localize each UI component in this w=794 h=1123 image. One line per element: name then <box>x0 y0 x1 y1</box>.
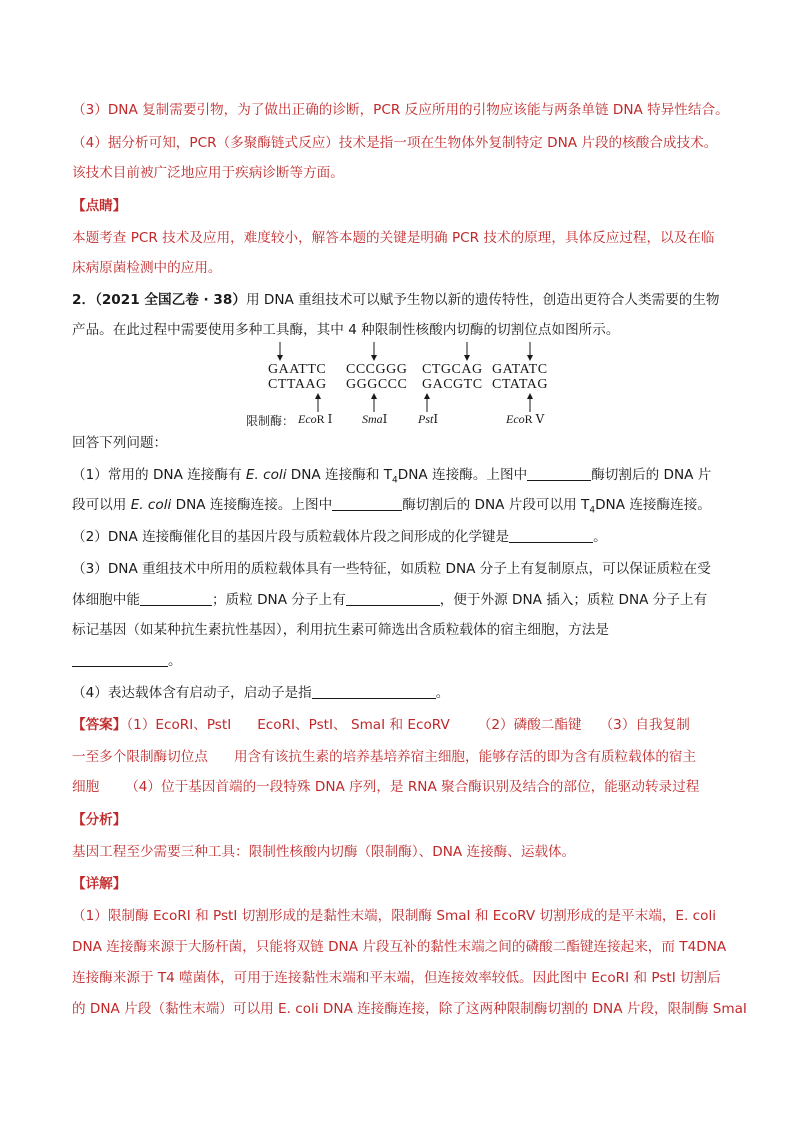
enzyme-ecorv-italic: Eco <box>506 412 525 426</box>
seq-top-ecorv: GATATC <box>492 362 548 377</box>
question-2-text-a: 用 DNA 重组技术可以赋予生物以新的遗传特性，创造出更符合人类需要的生物 <box>245 292 720 308</box>
question-number: 2．（2021 全国乙卷 · 38） <box>72 292 246 308</box>
p3b-text-3: ，便于外源 DNA 插入；质粒 DNA 分子上有 <box>439 592 708 608</box>
p3d-text: 。 <box>168 653 182 669</box>
enzyme-smai <box>362 412 387 427</box>
line-detail-1 <box>72 906 716 926</box>
blank-3-3[interactable] <box>72 652 168 667</box>
seq-top-ecori: GAATTC <box>268 362 327 377</box>
blank-3-1[interactable] <box>140 591 212 606</box>
dianjing-2-text: 床病原菌检测中的应用。 <box>72 260 222 276</box>
answer-6: 用含有该抗生素的培养基培养宿主细胞，能够存活的即为含有质粒载体的宿主 <box>233 749 697 765</box>
part-1-line-2 <box>72 495 711 521</box>
p2-text-1: （2）DNA 连接酶催化目的基因片段与质粒载体片段之间形成的化学键是 <box>72 529 510 545</box>
answer-line-1 <box>72 715 690 735</box>
p2-text-2: 。 <box>593 529 607 545</box>
line-explain-3 <box>72 100 729 120</box>
xiangjie-label: 【详解】 <box>72 876 127 892</box>
line-explain-4 <box>72 133 717 153</box>
heading-dianjing <box>72 196 126 216</box>
enzyme-ecori-italic: Eco <box>298 412 317 426</box>
line-explain-4-cont <box>72 163 344 183</box>
enzyme-ecorv <box>506 412 544 427</box>
p3b-text-1: 体细胞中能 <box>72 592 140 608</box>
p1b-sub: 4 <box>589 505 596 516</box>
answer-5: 一至多个限制酶切位点 <box>72 749 208 765</box>
p3b-text-2: ；质粒 DNA 分子上有 <box>211 592 346 608</box>
heading-xiangjie <box>72 874 126 894</box>
line-fenxi <box>72 842 575 862</box>
line-detail-2 <box>72 937 726 957</box>
explain-4-text: （4）据分析可知，PCR（多聚酶链式反应）技术是指一项在生物体外复制特定 DNA 片段的核酸合成技术。 <box>72 135 718 151</box>
fenxi-label: 【分析】 <box>72 812 127 828</box>
enzyme-psti <box>418 412 438 427</box>
part-3-line-2 <box>72 590 707 610</box>
p3c-text: 标记基因（如某种抗生素抗性基因），利用抗生素可筛选出含质粒载体的宿主细胞，方法是 <box>72 622 609 638</box>
p4-text-2: 。 <box>435 685 450 701</box>
seq-bottom-psti: GACGTC <box>422 377 483 392</box>
p4-text-1: （4）表达载体含有启动子，启动子是指 <box>72 685 312 701</box>
blank-2[interactable] <box>509 528 593 543</box>
answer-2: EcoRI、PstI、 SmaI 和 EcoRV <box>257 717 450 733</box>
enzyme-psti-italic: Pst <box>418 412 434 426</box>
p1b-ecoli: E. coli <box>130 497 172 513</box>
answer-line-2 <box>72 747 696 767</box>
line-dianjing-2 <box>72 258 222 278</box>
answer-label: 【答案】 <box>72 717 127 733</box>
answer-8: （4）位于基因首端的一段特殊 DNA 序列，是 RNA 聚合酶识别及结合的部位，能驱动转录过程 <box>125 779 700 795</box>
seq-bottom-ecori: CTTAAG <box>268 377 327 392</box>
enzyme-ecorv-rest: R Ⅴ <box>524 412 545 426</box>
p3a-text: （3）DNA 重组技术中所用的质粒载体具有一些特征，如质粒 DNA 分子上有复制原点，可以保证质粒在受 <box>72 561 711 577</box>
enzyme-ecori <box>298 412 332 427</box>
detail-2-text: DNA 连接酶来源于大肠杆菌，只能将双链 DNA 片段互补的黏性末端之间的磷酸二酯键连接起来，而 T4DNA <box>72 939 727 955</box>
p1a-text-2: DNA 连接酶和 T <box>286 467 393 483</box>
seq-bottom-ecorv: CTATAG <box>492 377 548 392</box>
part-4-line <box>72 683 449 703</box>
enzyme-label: 限制酶： <box>246 414 295 428</box>
blank-1-1[interactable] <box>527 466 591 481</box>
line-dianjing-1 <box>72 228 715 248</box>
question-2-line-1 <box>72 290 720 310</box>
blank-3-2[interactable] <box>346 591 440 606</box>
detail-1-text: （1）限制酶 EcoRI 和 PstI 切割形成的是黏性末端，限制酶 SmaI 和 EcoRV 切割形成的是平末端，E. coli <box>72 908 717 924</box>
heading-fenxi <box>72 810 126 830</box>
part-3-line-3 <box>72 620 609 640</box>
explain-3-text: （3）DNA 复制需要引物，为了做出正确的诊断，PCR 反应所用的引物应该能与两条单链 DNA 特异性结合。 <box>72 102 729 118</box>
p1a-ecoli: E. coli <box>245 467 287 483</box>
line-detail-3 <box>72 968 721 988</box>
p1b-text-4: DNA 连接酶连接。 <box>595 497 711 513</box>
p1b-text-1: 段可以用 <box>72 497 131 513</box>
detail-3-text: 连接酶来源于 T4 噬菌体，可用于连接黏性末端和平末端，但连接效率较低。因此图中 EcoRI 和 PstI 切割后 <box>72 970 721 986</box>
answer-1: （1）EcoRI、PstI <box>126 717 232 733</box>
enzyme-psti-rest: Ⅰ <box>433 412 439 426</box>
answer-prompt <box>72 433 167 453</box>
enzyme-smai-italic: Sma <box>362 412 383 426</box>
p1a-text-4: 酶切割后的 DNA 片 <box>591 467 712 483</box>
part-2-line <box>72 527 607 547</box>
seq-bottom-smai: GGGCCC <box>346 377 408 392</box>
detail-4-text: 的 DNA 片段（黏性末端）可以用 E. coli DNA 连接酶连接，除了这两种限制酶切割的 DNA 片段，限制酶 SmaI <box>72 1001 747 1017</box>
p1b-text-2: DNA 连接酶连接。上图中 <box>171 497 333 513</box>
answer-7: 细胞 <box>72 779 100 795</box>
part-3-line-1 <box>72 559 711 579</box>
line-detail-4 <box>72 999 747 1019</box>
answer-4: （3）自我复制 <box>599 717 690 733</box>
question-2-text-b: 产品。在此过程中需要使用多种工具酶，其中 4 种限制性核酸内切酶的切割位点如图所示。 <box>72 322 620 338</box>
p1a-text-1: （1）常用的 DNA 连接酶有 <box>72 467 246 483</box>
enzyme-smai-rest: Ⅰ <box>382 412 388 426</box>
restriction-sites-diagram <box>240 340 580 432</box>
question-2-line-2 <box>72 320 619 340</box>
blank-1-2[interactable] <box>332 496 402 511</box>
answer-line-3 <box>72 777 699 797</box>
dianjing-1-text: 本题考查 PCR 技术及应用，难度较小，解答本题的关键是明确 PCR 技术的原理，具体反应过程，以及在临 <box>72 230 715 246</box>
answer-prompt-text: 回答下列问题： <box>72 435 168 451</box>
answer-3: （2）磷酸二酯键 <box>477 717 582 733</box>
part-3-line-4 <box>72 651 182 671</box>
blank-4[interactable] <box>312 684 436 699</box>
seq-top-psti: CTGCAG <box>422 362 483 377</box>
p1a-text-3: DNA 连接酶。上图中 <box>397 467 528 483</box>
enzyme-ecori-rest: R Ⅰ <box>316 412 333 426</box>
fenxi-text: 基因工程至少需要三种工具：限制性核酸内切酶（限制酶）、DNA 连接酶、运载体。 <box>72 844 576 860</box>
part-1-line-1 <box>72 465 711 491</box>
explain-4-cont-text: 该技术目前被广泛地应用于疾病诊断等方面。 <box>72 165 344 181</box>
p1b-text-3: 酶切割后的 DNA 片段可以用 T <box>402 497 590 513</box>
seq-top-smai: CCCGGG <box>346 362 408 377</box>
dianjing-label: 【点睛】 <box>72 198 127 214</box>
p1a-sub: 4 <box>392 475 398 486</box>
